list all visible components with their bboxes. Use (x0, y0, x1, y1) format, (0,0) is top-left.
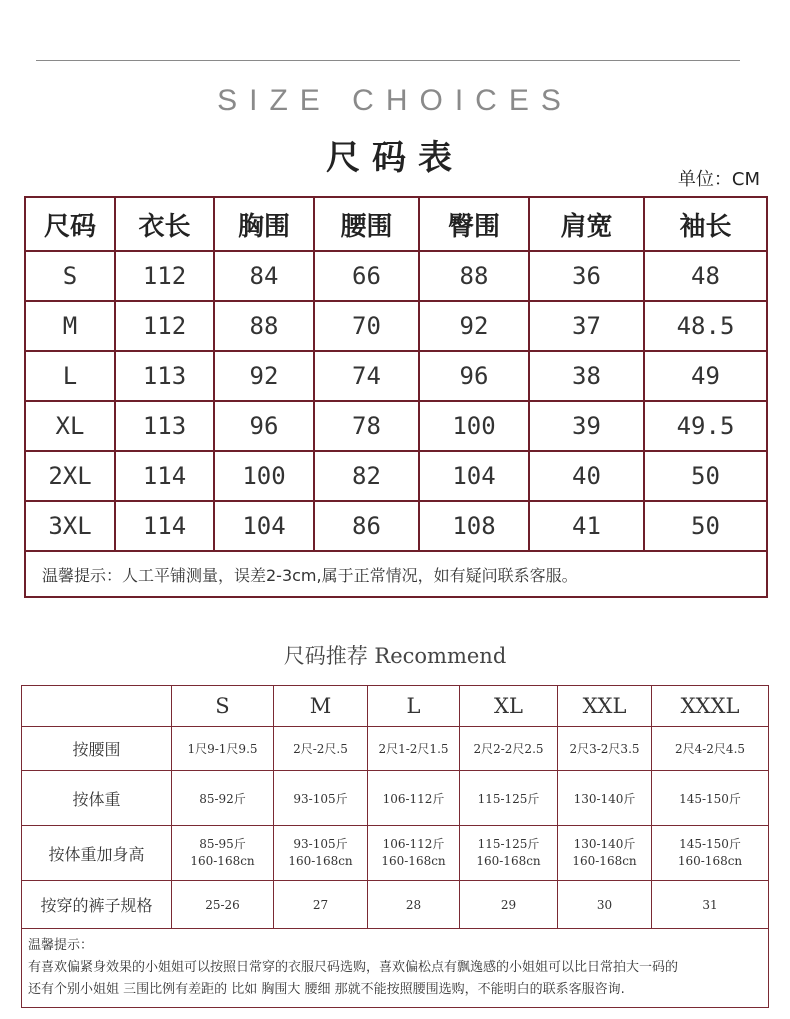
cell: 41 (529, 501, 644, 551)
cell: 88 (214, 301, 314, 351)
cell-line: 85-95斤 (199, 837, 246, 851)
cell: 2尺1-2尺1.5 (368, 727, 460, 771)
cell-line: 160-168cn (476, 854, 541, 868)
header-hip: 臀围 (419, 197, 529, 251)
cell: 84 (214, 251, 314, 301)
size-header: L (368, 686, 460, 727)
cell: 106-112斤 (368, 771, 460, 826)
cell: L (25, 351, 115, 401)
cell: 40 (529, 451, 644, 501)
cell: 85-92斤 (172, 771, 274, 826)
cell: 114 (115, 501, 214, 551)
cell (172, 826, 274, 881)
table-row (22, 826, 769, 881)
page-title: 尺码表 (326, 138, 464, 178)
cell: 30 (558, 881, 652, 929)
title-english: SIZE CHOICES (217, 84, 573, 117)
cell: 3XL (25, 501, 115, 551)
cell: 36 (529, 251, 644, 301)
header-size: 尺码 (25, 197, 115, 251)
row-label-pants: 按穿的裤子规格 (22, 881, 172, 929)
cell: 2尺3-2尺3.5 (558, 727, 652, 771)
cell-line: 115-125斤 (477, 837, 540, 851)
cell: XL (25, 401, 115, 451)
cell: 145-150斤 (652, 771, 769, 826)
header-length: 衣长 (115, 197, 214, 251)
cell: 104 (419, 451, 529, 501)
cell: 50 (644, 451, 767, 501)
cell-line: 93-105斤 (293, 837, 348, 851)
size-header: M (274, 686, 368, 727)
table-row (22, 881, 769, 929)
table-row (25, 501, 767, 551)
cell-line: 130-140斤 (573, 837, 636, 851)
cell: 50 (644, 501, 767, 551)
cell: 2尺-2尺.5 (274, 727, 368, 771)
cell (368, 826, 460, 881)
cell: 93-105斤 (274, 771, 368, 826)
header-waist: 腰围 (314, 197, 419, 251)
size-header: XL (460, 686, 558, 727)
cell (460, 826, 558, 881)
cell: 114 (115, 451, 214, 501)
table-row (25, 351, 767, 401)
cell-line: 160-168cn (288, 854, 353, 868)
size-header: XXL (558, 686, 652, 727)
cell: 66 (314, 251, 419, 301)
cell: 49.5 (644, 401, 767, 451)
note-line: 有喜欢偏紧身效果的小姐姐可以按照日常穿的衣服尺码选购，喜欢偏松点有飘逸感的小姐姐可以比日常拍大一码的 (28, 960, 679, 975)
cell: 48 (644, 251, 767, 301)
cell: 74 (314, 351, 419, 401)
cell: 92 (214, 351, 314, 401)
unit-label: 单位：CM (677, 169, 760, 190)
cell: 112 (115, 251, 214, 301)
cell: 70 (314, 301, 419, 351)
top-divider (36, 60, 740, 61)
cell: 27 (274, 881, 368, 929)
cell: 49 (644, 351, 767, 401)
cell: 104 (214, 501, 314, 551)
cell-line: 160-168cn (677, 854, 743, 868)
cell: 86 (314, 501, 419, 551)
header-sleeve: 袖长 (644, 197, 767, 251)
cell: 2尺2-2尺2.5 (460, 727, 558, 771)
cell (652, 826, 769, 881)
corner-cell (22, 686, 172, 727)
cell-line: 160-168cn (190, 854, 255, 868)
cell: 25-26 (172, 881, 274, 929)
cell: 130-140斤 (558, 771, 652, 826)
cell: 112 (115, 301, 214, 351)
cell: S (25, 251, 115, 301)
cell: 82 (314, 451, 419, 501)
cell: 113 (115, 351, 214, 401)
cell-line: 160-168cn (572, 854, 637, 868)
measurement-tip: 温馨提示：人工平铺测量，误差2-3cm,属于正常情况，如有疑问联系客服。 (25, 551, 767, 597)
size-header: XXXL (652, 686, 769, 727)
cell: 38 (529, 351, 644, 401)
size-table (24, 196, 768, 598)
cell: 100 (214, 451, 314, 501)
note-row (22, 929, 769, 1008)
row-label-weight: 按体重 (22, 771, 172, 826)
size-header: S (172, 686, 274, 727)
cell: 88 (419, 251, 529, 301)
cell: 100 (419, 401, 529, 451)
cell: 31 (652, 881, 769, 929)
recommend-title: 尺码推荐 Recommend (283, 644, 507, 668)
cell: 37 (529, 301, 644, 351)
cell-line: 160-168cn (381, 854, 446, 868)
cell: 28 (368, 881, 460, 929)
table-row (25, 301, 767, 351)
cell: 108 (419, 501, 529, 551)
row-label-weight-height: 按体重加身高 (22, 826, 172, 881)
cell: 2尺4-2尺4.5 (652, 727, 769, 771)
recommend-note (22, 929, 769, 1008)
cell: 48.5 (644, 301, 767, 351)
row-label-waist: 按腰围 (22, 727, 172, 771)
cell: 29 (460, 881, 558, 929)
cell: 92 (419, 301, 529, 351)
tip-row (25, 551, 767, 597)
size-table-header (25, 197, 767, 251)
cell: 1尺9-1尺9.5 (172, 727, 274, 771)
header-bust: 胸围 (214, 197, 314, 251)
table-row (22, 771, 769, 826)
cell: 96 (419, 351, 529, 401)
cell (558, 826, 652, 881)
table-row (25, 451, 767, 501)
cell: 2XL (25, 451, 115, 501)
cell: 39 (529, 401, 644, 451)
recommend-header-row (22, 686, 769, 727)
header-shoulder: 肩宽 (529, 197, 644, 251)
table-row (22, 727, 769, 771)
cell-line: 145-150斤 (679, 837, 741, 851)
note-heading: 温馨提示： (28, 938, 94, 953)
cell: M (25, 301, 115, 351)
cell-line: 106-112斤 (382, 837, 445, 851)
cell (274, 826, 368, 881)
cell: 115-125斤 (460, 771, 558, 826)
table-row (25, 401, 767, 451)
note-line: 还有个别小姐姐 三围比例有差距的 比如 胸围大 腰细 那就不能按照腰围选购，不能明白的联系客服咨询. (28, 982, 625, 997)
recommend-table (21, 685, 769, 1008)
table-row (25, 251, 767, 301)
cell: 78 (314, 401, 419, 451)
cell: 96 (214, 401, 314, 451)
cell: 113 (115, 401, 214, 451)
